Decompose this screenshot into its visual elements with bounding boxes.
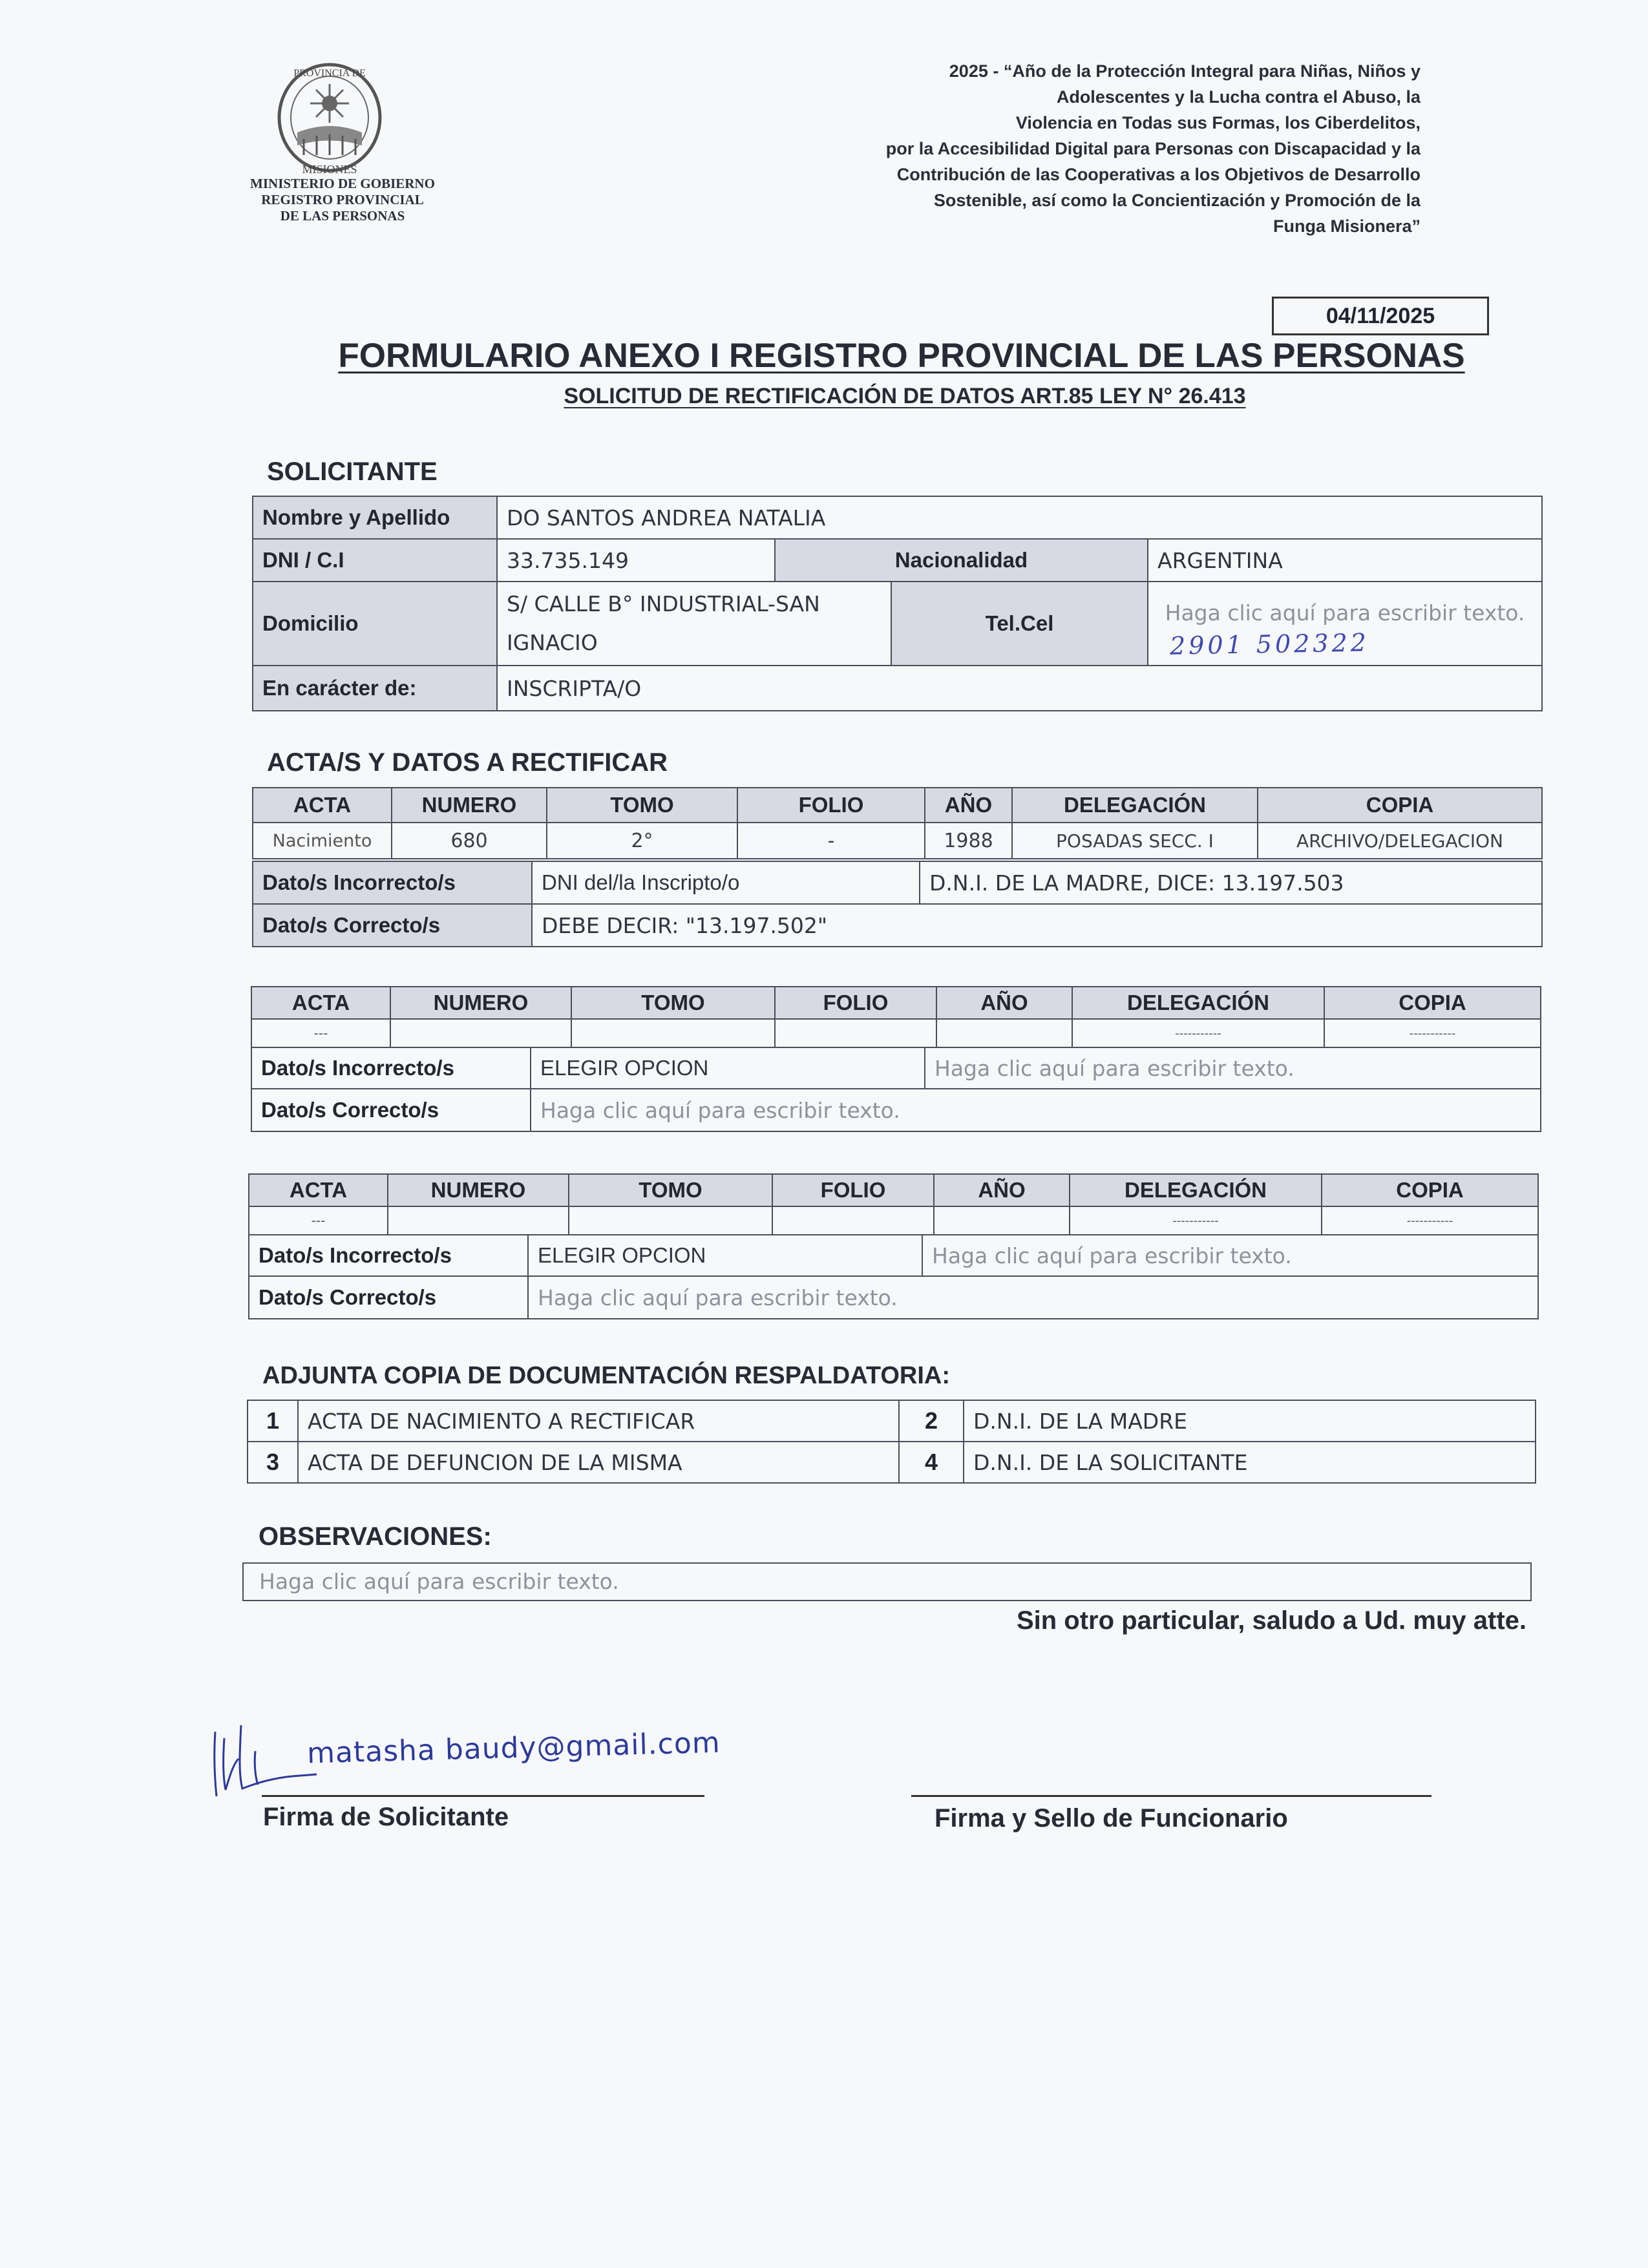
incorrect-option-select[interactable]: ELEGIR OPCION (531, 1047, 925, 1089)
adjunta-item[interactable]: D.N.I. DE LA MADRE (964, 1400, 1536, 1442)
observaciones-field[interactable]: Haga clic aquí para escribir texto. (242, 1562, 1532, 1601)
acta-datos-table-1 (252, 861, 1543, 947)
acta-numero-field[interactable] (390, 1019, 571, 1047)
caracter-field[interactable]: INSCRIPTA/O (497, 666, 1542, 711)
telcel-label: Tel.Cel (891, 582, 1148, 666)
correct-label: Dato/s Correcto/s (249, 1276, 528, 1319)
col-numero: NUMERO (390, 987, 571, 1019)
adjunta-item[interactable]: D.N.I. DE LA SOLICITANTE (964, 1442, 1536, 1483)
acta-numero-field[interactable]: 680 (392, 823, 547, 859)
col-tomo: TOMO (569, 1174, 772, 1206)
incorrect-text-field[interactable]: Haga clic aquí para escribir texto. (922, 1235, 1538, 1276)
acta-folio-field[interactable]: - (737, 823, 925, 859)
correct-label: Dato/s Correcto/s (253, 904, 532, 947)
closing-text: Sin otro particular, saludo a Ud. muy atte. (1016, 1606, 1527, 1635)
section-solicitante-heading: SOLICITANTE (267, 457, 438, 486)
acta-table-3 (248, 1173, 1539, 1235)
col-acta: ACTA (249, 1174, 388, 1206)
adjunta-number: 1 (248, 1400, 298, 1442)
signature-line-funcionario (911, 1795, 1431, 1797)
dni-label: DNI / C.I (253, 539, 497, 582)
col-folio: FOLIO (737, 788, 925, 823)
col-copia: COPIA (1258, 788, 1542, 823)
acta-type-field[interactable]: --- (249, 1206, 388, 1235)
adjunta-item[interactable]: ACTA DE NACIMIENTO A RECTIFICAR (298, 1400, 899, 1442)
page-subtitle: SOLICITUD DE RECTIFICACIÓN DE DATOS ART.85 LEY N° 26.413 (564, 384, 1246, 408)
ministry-name: MINISTERIO DE GOBIERNO REGISTRO PROVINCIAL DE LAS PERSONAS (250, 176, 435, 224)
col-folio: FOLIO (772, 1174, 934, 1206)
acta-folio-field[interactable] (775, 1019, 936, 1047)
acta-delegacion-field[interactable]: POSADAS SECC. I (1012, 823, 1258, 859)
nacionalidad-field[interactable]: ARGENTINA (1148, 539, 1542, 582)
acta-anio-field[interactable] (934, 1206, 1070, 1235)
signature-label-solicitante: Firma de Solicitante (263, 1803, 509, 1831)
telcel-field[interactable]: Haga clic aquí para escribir texto. (1148, 582, 1542, 666)
incorrect-option-select[interactable]: DNI del/la Inscripto/o (532, 861, 920, 904)
acta-copia-field[interactable]: ARCHIVO/DELEGACION (1258, 823, 1542, 859)
adjunta-number: 3 (248, 1442, 298, 1483)
acta-numero-field[interactable] (388, 1206, 569, 1235)
col-delegacion: DELEGACIÓN (1012, 788, 1258, 823)
acta-copia-field[interactable]: ----------- (1322, 1206, 1538, 1235)
acta-anio-field[interactable]: 1988 (925, 823, 1012, 859)
col-numero: NUMERO (388, 1174, 569, 1206)
year-motto: 2025 - “Año de la Protección Integral para Niñas, Niños y Adolescentes y la Lucha contra el Abuso, la Violencia en Todas sus Formas, los Ciberdelitos, por la Accesibilidad Digital para Personas con Discapacidad y la Contribución de las Cooperativas a los Objetivos de Desarrollo Sostenible, así como la Concientización y Promoción de la Funga Misionera” (885, 61, 1421, 236)
provincial-seal-logo (271, 58, 388, 181)
acta-tomo-field[interactable] (569, 1206, 772, 1235)
col-tomo: TOMO (547, 788, 737, 823)
nacionalidad-label: Nacionalidad (775, 539, 1148, 582)
section-adjunta-heading: ADJUNTA COPIA DE DOCUMENTACIÓN RESPALDATORIA: (262, 1362, 950, 1389)
signature-label-funcionario: Firma y Sello de Funcionario (935, 1804, 1288, 1832)
svg-text:PROVINCIA DE: PROVINCIA DE (293, 68, 366, 79)
col-tomo: TOMO (571, 987, 775, 1019)
adjunta-item[interactable]: ACTA DE DEFUNCION DE LA MISMA (298, 1442, 899, 1483)
section-observaciones-heading: OBSERVACIONES: (259, 1522, 492, 1551)
domicilio-label: Domicilio (253, 582, 497, 666)
incorrect-label: Dato/s Incorrecto/s (251, 1047, 531, 1089)
acta-type-field[interactable]: Nacimiento (253, 823, 392, 859)
caracter-label: En carácter de: (253, 666, 497, 711)
col-anio: AÑO (925, 788, 1012, 823)
solicitante-table (252, 496, 1543, 711)
col-anio: AÑO (934, 1174, 1070, 1206)
col-copia: COPIA (1324, 987, 1541, 1019)
incorrect-text-field[interactable]: D.N.I. DE LA MADRE, DICE: 13.197.503 (920, 861, 1542, 904)
acta-type-field[interactable]: --- (251, 1019, 390, 1047)
domicilio-field[interactable]: S/ CALLE B° INDUSTRIAL-SAN IGNACIO (497, 582, 891, 666)
correct-label: Dato/s Correcto/s (251, 1089, 531, 1131)
signature-scribble (210, 1712, 320, 1803)
incorrect-option-select[interactable]: ELEGIR OPCION (528, 1235, 922, 1276)
adjunta-number: 2 (899, 1400, 964, 1442)
acta-tomo-field[interactable] (571, 1019, 775, 1047)
section-actas-heading: ACTA/S Y DATOS A RECTIFICAR (267, 748, 668, 777)
nombre-label: Nombre y Apellido (253, 496, 497, 539)
page-title: FORMULARIO ANEXO I REGISTRO PROVINCIAL DE LAS PERSONAS (338, 337, 1465, 375)
acta-delegacion-field[interactable]: ----------- (1072, 1019, 1324, 1047)
col-numero: NUMERO (392, 788, 547, 823)
col-delegacion: DELEGACIÓN (1072, 987, 1324, 1019)
nombre-field[interactable]: DO SANTOS ANDREA NATALIA (497, 496, 1542, 539)
adjunta-number: 4 (899, 1442, 964, 1483)
dni-field[interactable]: 33.735.149 (497, 539, 775, 582)
col-acta: ACTA (251, 987, 390, 1019)
acta-datos-table-2 (251, 1047, 1541, 1132)
incorrect-label: Dato/s Incorrecto/s (249, 1235, 528, 1276)
acta-table-1 (252, 787, 1543, 859)
acta-tomo-field[interactable]: 2° (547, 823, 737, 859)
acta-anio-field[interactable] (936, 1019, 1072, 1047)
signature-line-solicitante (262, 1795, 704, 1797)
incorrect-label: Dato/s Incorrecto/s (253, 861, 532, 904)
acta-table-2 (251, 986, 1541, 1048)
correct-text-field[interactable]: Haga clic aquí para escribir texto. (531, 1089, 1541, 1131)
col-anio: AÑO (936, 987, 1072, 1019)
handwritten-phone: 2901 502322 (1169, 628, 1370, 660)
acta-datos-table-3 (248, 1234, 1539, 1319)
adjunta-table (247, 1400, 1536, 1484)
col-folio: FOLIO (775, 987, 936, 1019)
svg-text:MISIONES: MISIONES (302, 163, 357, 176)
col-copia: COPIA (1322, 1174, 1538, 1206)
acta-folio-field[interactable] (772, 1206, 934, 1235)
col-delegacion: DELEGACIÓN (1070, 1174, 1322, 1206)
correct-text-field[interactable]: DEBE DECIR: "13.197.502" (532, 904, 1542, 947)
handwritten-email: matasha baudy@gmail.com (306, 1726, 721, 1770)
incorrect-text-field[interactable]: Haga clic aquí para escribir texto. (925, 1047, 1541, 1089)
date-field[interactable]: 04/11/2025 (1272, 297, 1489, 335)
acta-copia-field[interactable]: ----------- (1324, 1019, 1541, 1047)
acta-delegacion-field[interactable]: ----------- (1070, 1206, 1322, 1235)
correct-text-field[interactable]: Haga clic aquí para escribir texto. (528, 1276, 1538, 1319)
col-acta: ACTA (253, 788, 392, 823)
